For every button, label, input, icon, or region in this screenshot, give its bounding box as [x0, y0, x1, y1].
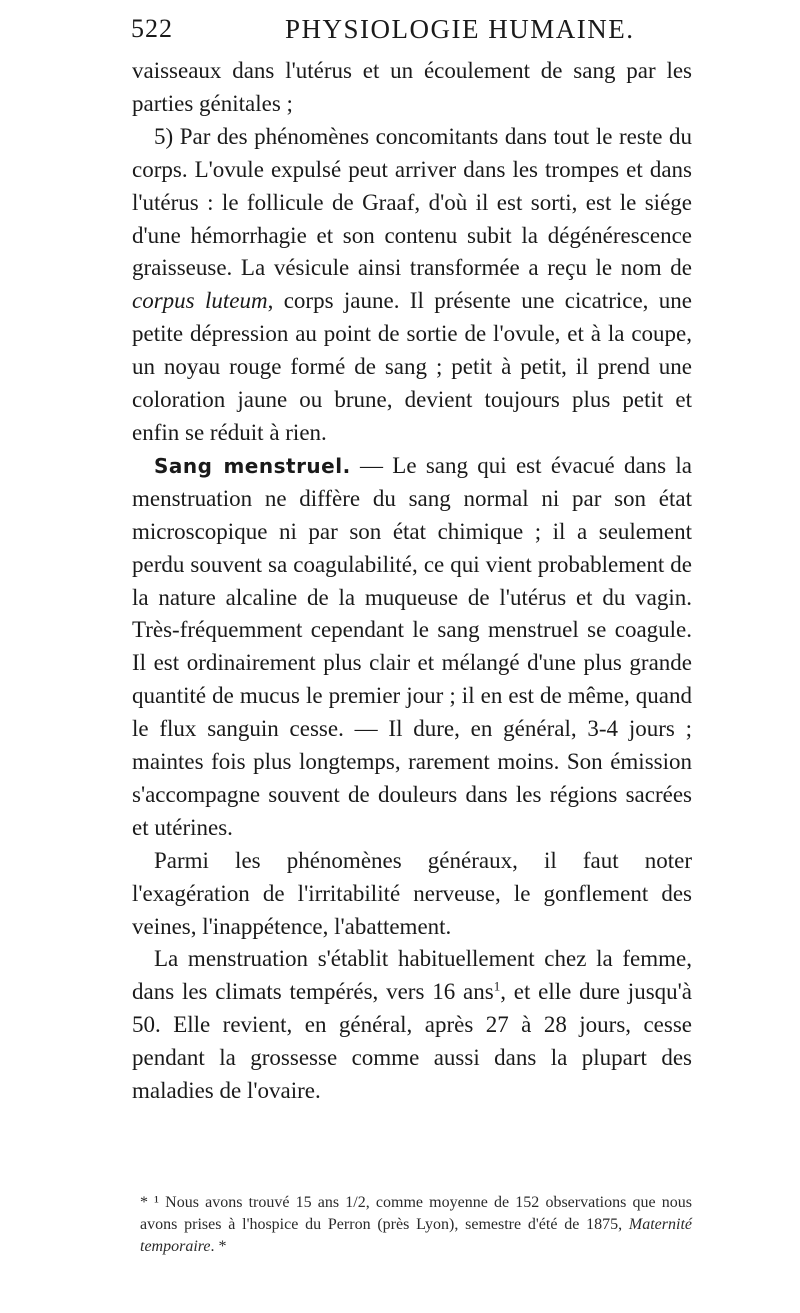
footnote-marker: * ¹: [140, 1194, 159, 1211]
paragraph-menstrual-blood: Sang menstruel. — Le sang qui est évacué dans la menstruation ne diffère du sang normal ni par son état microscopique ni par son état chimique ; il a seulement perdu souvent sa coagulabilité, ce qui vient probablement de la nature alcaline de la muqueuse de l'utérus et du vagin. Très-fréquemment cependant le sang menstruel se coagule. Il est ordinairement plus clair et mélangé d'une plus grande quantité de mucus le premier jour ; il en est de même, quand le flux sanguin cesse. — Il dure, en général, 3-4 jours ; maintes fois plus longtemps, rarement moins. Son émission s'accompagne souvent de douleurs dans les régions sacrées et utérines.: [132, 452, 692, 840]
page-number: 522: [131, 14, 173, 43]
paragraph-continuation: vaisseaux dans l'utérus et un écoulement de sang par les parties génitales ;: [132, 58, 692, 116]
section-heading-sang-menstruel: Sang menstruel.: [154, 453, 351, 478]
paragraph-menstruation-onset: La menstruation s'établit habituellement chez la femme, dans les climats tempérés, vers 16 ans$^1$, et elle dure jusqu'à 50. Elle revient, en général, après 27 à 28 jours, cesse pendant la grossesse comme aussi dans la plupart des maladies de l'ovaire.: [132, 946, 692, 1104]
footnote-reference: 1: [493, 978, 501, 994]
term-corpus-luteum: corpus luteum: [132, 288, 268, 314]
page-header: [0, 14, 800, 54]
paragraph-concomitant-phenomena: 5) Par des phénomènes concomitants dans tout le reste du corps. L'ovule expulsé peut arriver dans les trompes et dans l'utérus : le follicule de Graaf, d'où il est sorti, est le siége d'une hémorrhagie et son contenu subit la dégénérescence graisseuse. La vésicule ainsi transformée a reçu le nom de corpus luteum, corps jaune. Il présente une cicatrice, une petite dépression au point de sortie de l'ovule, et à la coupe, un noyau rouge formé de sang ; petit à petit, il prend une coloration jaune ou brune, devient toujours plus petit et enfin se réduit à rien.: [132, 123, 692, 445]
paragraph-general-phenomena: Parmi les phénomènes généraux, il faut noter l'exagération de l'irritabilité nerveuse, le gonflement des veines, l'inappétence, l'abattement.: [132, 847, 692, 939]
footnote: * ¹ Nous avons trouvé 15 ans 1/2, comme moyenne de 152 observations que nous avons prises à l'hospice du Perron (près Lyon), semestre d'été de 1875, Maternité temporaire. *: [140, 1194, 692, 1255]
page-body: [132, 55, 692, 1108]
footnote-italic-title: Maternité temporaire: [140, 1216, 692, 1255]
running-title: PHYSIOLOGIE HUMAINE.: [285, 14, 635, 44]
